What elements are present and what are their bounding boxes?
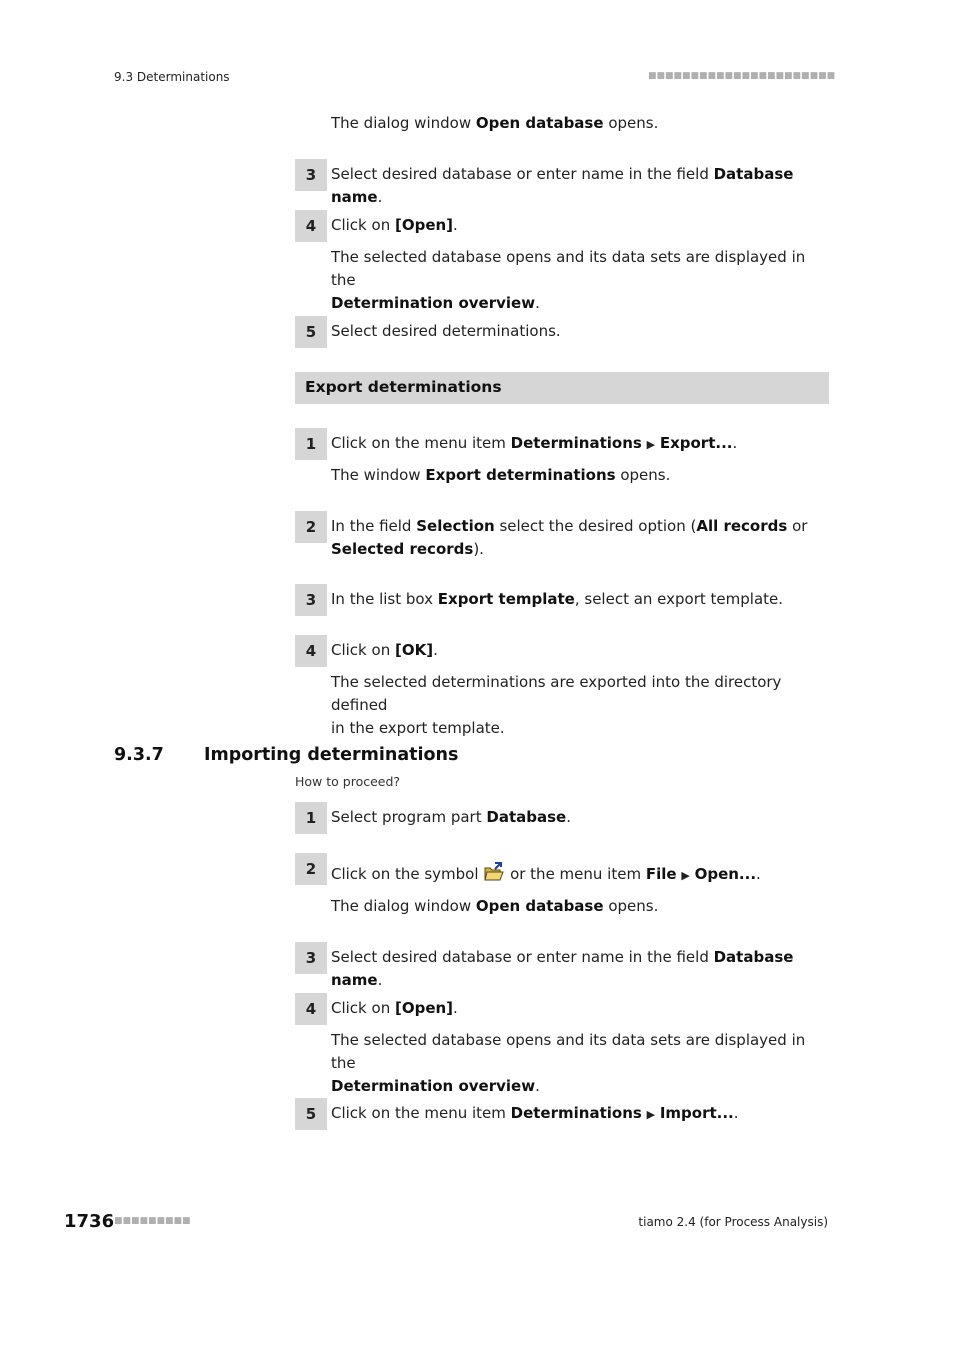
step-number: 3 [295,584,327,616]
section-number: 9.3.7 [114,745,164,765]
running-header-section: 9.3 Determinations [114,70,230,84]
step-text: Select desired database or enter name in the field Database name. [331,165,794,206]
result-text: The window Export determinations opens. [331,466,671,484]
step-number: 1 [295,802,327,834]
step-number: 4 [295,993,327,1025]
step-text: Click on the symbol or the menu item File ▶ Open.... [331,862,826,887]
step-text: Select desired database or enter name in the field Database name. [331,948,794,989]
step-number: 3 [295,942,327,974]
export-determinations-banner: Export determinations [295,372,829,404]
step-number: 4 [295,210,327,242]
header-dots: ■■■■■■■■■■■■■■■■■■■■■■ [648,71,836,81]
menu-arrow-icon: ▶ [681,869,690,882]
step-text: Click on the menu item Determinations ▶ Import.... [331,1104,739,1122]
step-text: Select program part Database. [331,808,571,826]
footer-dots: ■■■■■■■■■ [114,1216,191,1226]
menu-arrow-icon: ▶ [646,1108,656,1121]
step-number: 1 [295,428,327,460]
step-number: 4 [295,635,327,667]
open-folder-icon [483,862,505,882]
step-number: 2 [295,853,327,885]
step-text: Click on [Open]. [331,216,458,234]
result-text: The dialog window Open database opens. [331,897,659,915]
step-text: Select desired determinations. [331,322,561,340]
result-text: The selected database opens and its data sets are displayed in the Determination overview. [331,1031,806,1095]
step-number: 2 [295,511,327,543]
menu-arrow-icon: ▶ [646,438,656,451]
step-text: Click on the menu item Determinations ▶ Export.... [331,434,738,452]
step-number: 5 [295,316,327,348]
step-text: In the list box Export template, select an export template. [331,590,784,608]
result-text: The dialog window Open database opens. [331,114,659,132]
page-number: 1736 [64,1211,115,1232]
step-number: 5 [295,1098,327,1130]
how-to-proceed: How to proceed? [295,774,401,789]
step-text: Click on [OK]. [331,641,438,659]
product-name: tiamo 2.4 (for Process Analysis) [638,1215,828,1229]
section-title: Importing determinations [204,745,459,765]
step-number: 3 [295,159,327,191]
result-text: The selected database opens and its data sets are displayed in the Determination overview. [331,248,806,312]
step-text: Click on [Open]. [331,999,458,1017]
step-text: In the field Selection select the desired option (All records or Selected records). [331,517,808,558]
result-text: The selected determinations are exported into the directory defined in the export template. [331,673,782,737]
